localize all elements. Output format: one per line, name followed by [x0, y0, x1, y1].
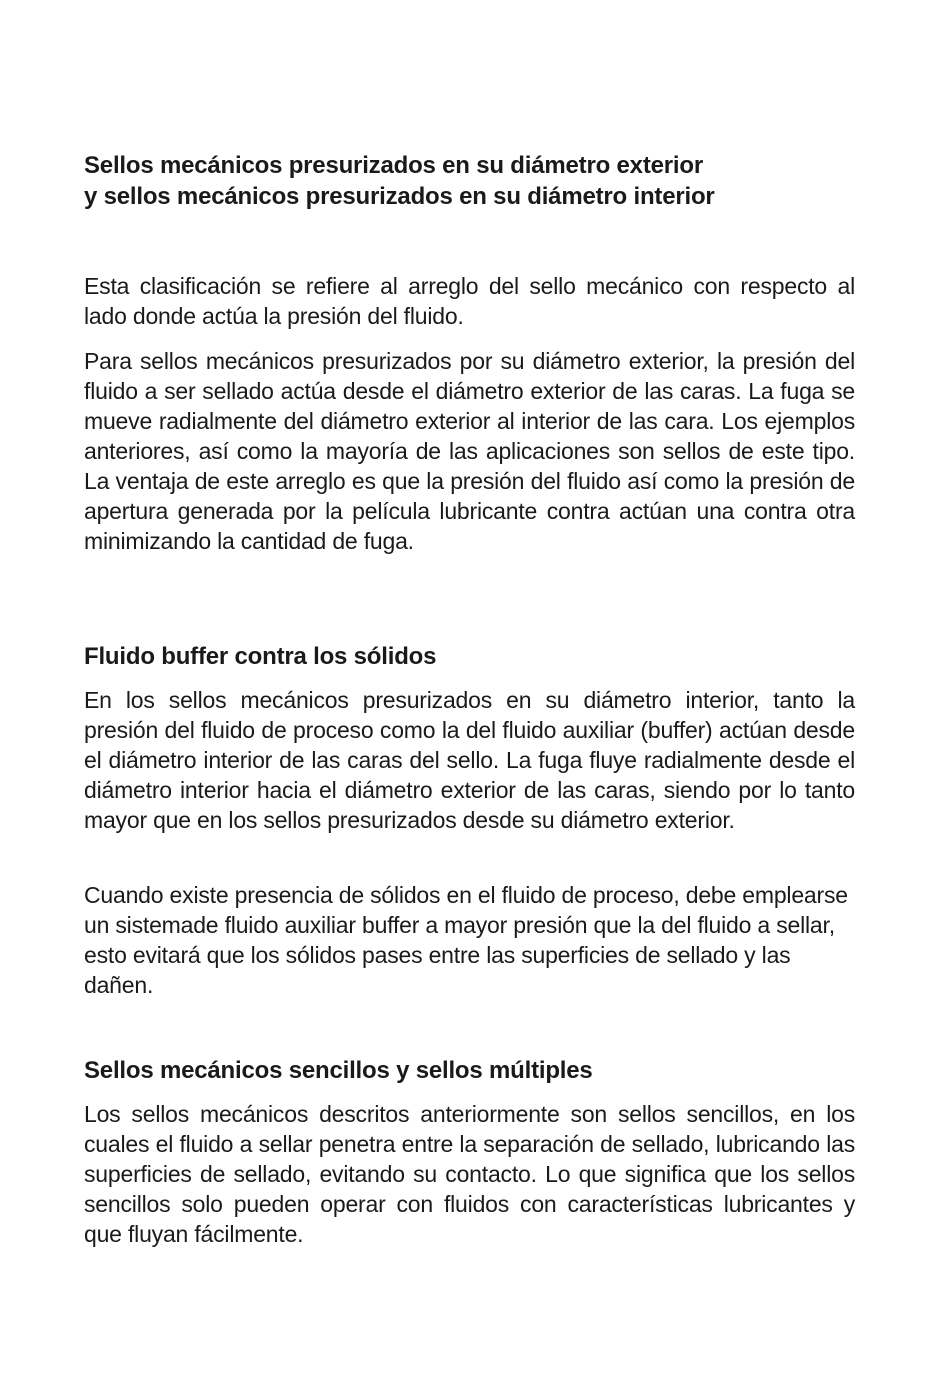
document-title: [84, 150, 855, 212]
paragraph-single-seals: Los sellos mecánicos descritos anteriormente son sellos sencillos, en los cuales el fluido a sellar penetra entre la separación de sellado, lubricando las superficies de sellado, evitando su contacto. Lo que significa que los sellos sencillos solo pueden operar con fluidos con características lubricantes y que fluyan fácilmente.: [84, 1101, 855, 1247]
paragraph-id-pressurized-seals: En los sellos mecánicos presurizados en su diámetro interior, tanto la presión del fluido de proceso como la del fluido auxiliar (buffer) actúan desde el diámetro interior de las caras del sello. La fuga fluye radialmente desde el diámetro interior hacia el diámetro exterior de las caras, siendo por lo tanto mayor que en los sellos presurizados desde su diámetro exterior.: [84, 687, 855, 833]
document-title-line-1: Sellos mecánicos presurizados en su diámetro exterior: [84, 152, 703, 179]
document-title-line-2: y sellos mecánicos presurizados en su diámetro interior: [84, 183, 715, 210]
paragraph-solids-buffer-system: Cuando existe presencia de sólidos en el fluido de proceso, debe emplearse un sistemade fluido auxiliar buffer a mayor presión que la del fluido a sellar, esto evitará que los sólidos pases entre las superficies de sellado y las dañen.: [84, 882, 848, 998]
section-heading-buffer-fluid: Fluido buffer contra los sólidos: [84, 643, 437, 670]
section-heading-single-multiple-seals: Sellos mecánicos sencillos y sellos múltiples: [84, 1057, 593, 1084]
paragraph-classification-intro: Esta clasificación se refiere al arreglo del sello mecánico con respecto al lado donde actúa la presión del fluido.: [84, 273, 855, 329]
paragraph-od-pressurized-seals: Para sellos mecánicos presurizados por su diámetro exterior, la presión del fluido a ser sellado actúa desde el diámetro exterior de las caras. La fuga se mueve radialmente del diámetro exterior al interior de las cara. Los ejemplos anteriores, así como la mayoría de las aplicaciones son sellos de este tipo. La ventaja de este arreglo es que la presión del fluido así como la presión de apertura generada por la película lubricante contra actúan una contra otra minimizando la cantidad de fuga.: [84, 348, 855, 554]
